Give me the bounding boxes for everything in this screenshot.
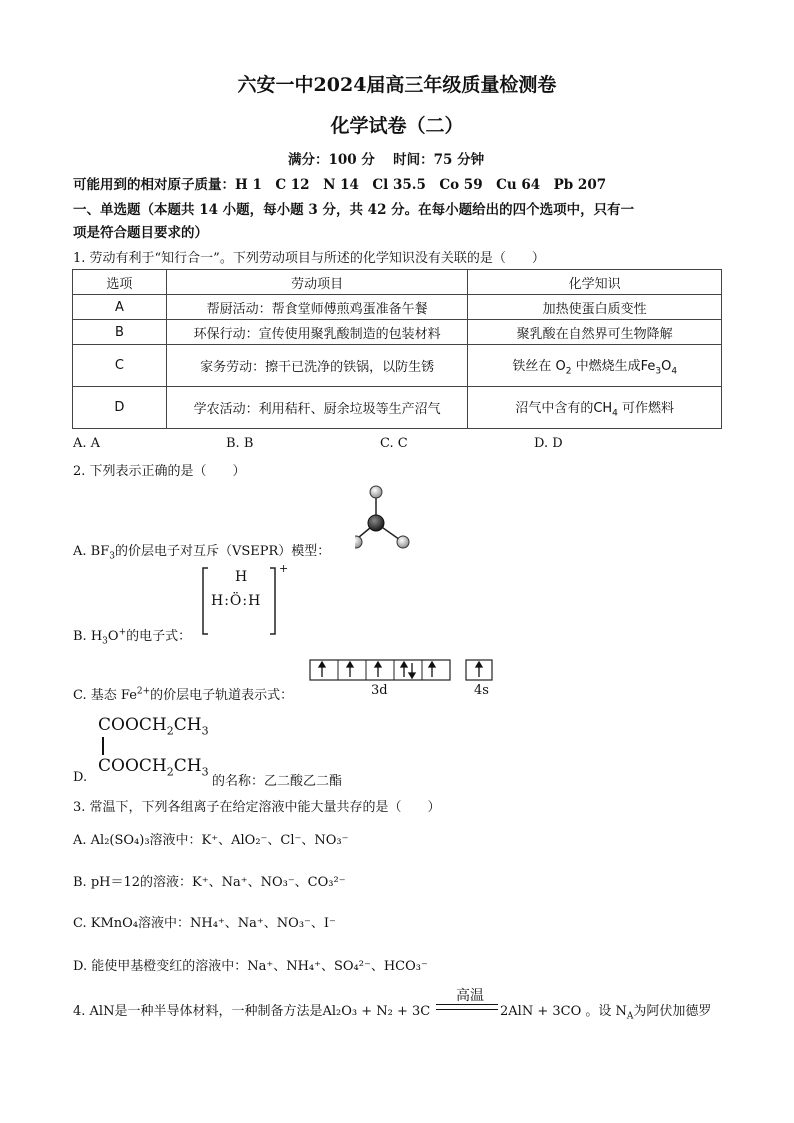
lewis-top-h: H [235,569,248,585]
row-knowledge: 加热使蛋白质变性 [468,295,722,320]
fe2-orbital-diagram [308,658,498,698]
q2-stem: 2. 下列表示正确的是（ ） [73,464,246,479]
row-project: 环保行动：宣传使用聚乳酸制造的包装材料 [166,320,468,345]
table-row [73,345,722,387]
table-row [73,295,722,320]
row-knowledge: 聚乳酸在自然界可生物降解 [468,320,722,345]
page-subtitle: 化学试卷（二） [330,115,464,137]
ester-line2: $COOCH_2CH_3$ [98,756,209,779]
section-heading-cont: 项是符合题目要求的） [73,225,208,241]
orbital-3d-label: 3d [371,683,388,698]
table-row [73,387,722,429]
atomic-masses-values: H 1 C 12 N 14 Cl 35.5 Co 59 Cu 64 Pb 207 [235,177,607,193]
table-row [73,320,722,345]
q3-option-c: C. KMnO₄溶液中：NH₄⁺、Na⁺、NO₃⁻、I⁻ [73,916,336,931]
reaction-equals [436,1004,498,1010]
header-option: 选项 [73,270,167,295]
q1-choice-a: A. A [73,436,101,451]
header-knowledge: 化学知识 [468,270,722,295]
orbital-4s-label: 4s [474,683,489,698]
q2-option-b: B. $H_3O^+$的电子式： [73,627,192,647]
q2-option-a: A. $BF_3$的价层电子对互斥（VSEPR）模型： [73,544,331,562]
score-time: 满分：100 分 时间：75 分钟 [288,152,485,168]
row-knowledge: 铁丝在 $O_2$ 中燃烧生成$Fe_3O_4$ [468,345,722,387]
bf3-vsepr-model [355,484,415,554]
q1-choice-c: C. C [380,436,408,451]
row-option: C [73,345,167,387]
atomic-masses-label: 可能用到的相对原子质量： [73,177,235,193]
q2-option-d: 的名称：乙二酸乙二酯 [212,774,343,789]
row-knowledge: 沼气中含有的$CH_4$ 可作燃料 [468,387,722,429]
row-option: B [73,320,167,345]
q3-stem: 3. 常温下，下列各组离子在给定溶液中能大量共存的是（ ） [73,800,441,815]
row-project: 学农活动：利用秸秆、厨余垃圾等生产沼气 [166,387,468,429]
q3-option-d: D. 能使甲基橙变红的溶液中：Na⁺、NH₄⁺、SO₄²⁻、HCO₃⁻ [73,959,428,974]
atomic-masses [73,173,606,193]
q2-option-d-label: D. [73,770,88,785]
q4-stem-a: 4. AlN是一种半导体材料，一种制备方法是Al₂O₃ + N₂ + 3C [73,1004,431,1019]
row-project: 家务劳动：擦干已洗净的铁锅，以防生锈 [166,345,468,387]
ester-line1: $COOCH_2CH_3$ [98,715,209,738]
row-option: A [73,295,167,320]
lewis-charge: + [279,562,289,575]
ester-bond [102,737,104,755]
reaction-condition: 高温 [456,988,484,1004]
h3o-electron-formula [202,562,289,636]
q1-choice-b: B. B [226,436,254,451]
table-header-row [73,270,722,295]
row-option: D [73,387,167,429]
page-title: 六安一中2024届高三年级质量检测卷 [237,74,557,96]
q1-table [72,269,722,429]
row-project: 帮厨活动：帮食堂师傅煎鸡蛋准备午餐 [166,295,468,320]
q3-option-b: B. pH＝12的溶液：K⁺、Na⁺、NO₃⁻、CO₃²⁻ [73,875,346,890]
q2-option-c: C. 基态 $Fe^{2+}$的价层电子轨道表示式： [73,686,294,703]
q1-choice-d: D. D [534,436,563,451]
q3-option-a: A. Al₂(SO₄)₃溶液中：K⁺、AlO₂⁻、Cl⁻、NO₃⁻ [73,833,349,848]
q4-stem-b: 2AlN + 3CO 。设 $N_A$为阿伏加德罗 [500,1004,712,1022]
lewis-middle: H:Ö:H [211,593,262,609]
q1-stem: 1. 劳动有利于“知行合一”。下列劳动项目与所述的化学知识没有关联的是（ ） [73,251,545,266]
section-heading: 一、单选题（本题共 14 小题，每小题 3 分，共 42 分。在每小题给出的四个选项中，只有一 [73,202,635,218]
header-project: 劳动项目 [166,270,468,295]
